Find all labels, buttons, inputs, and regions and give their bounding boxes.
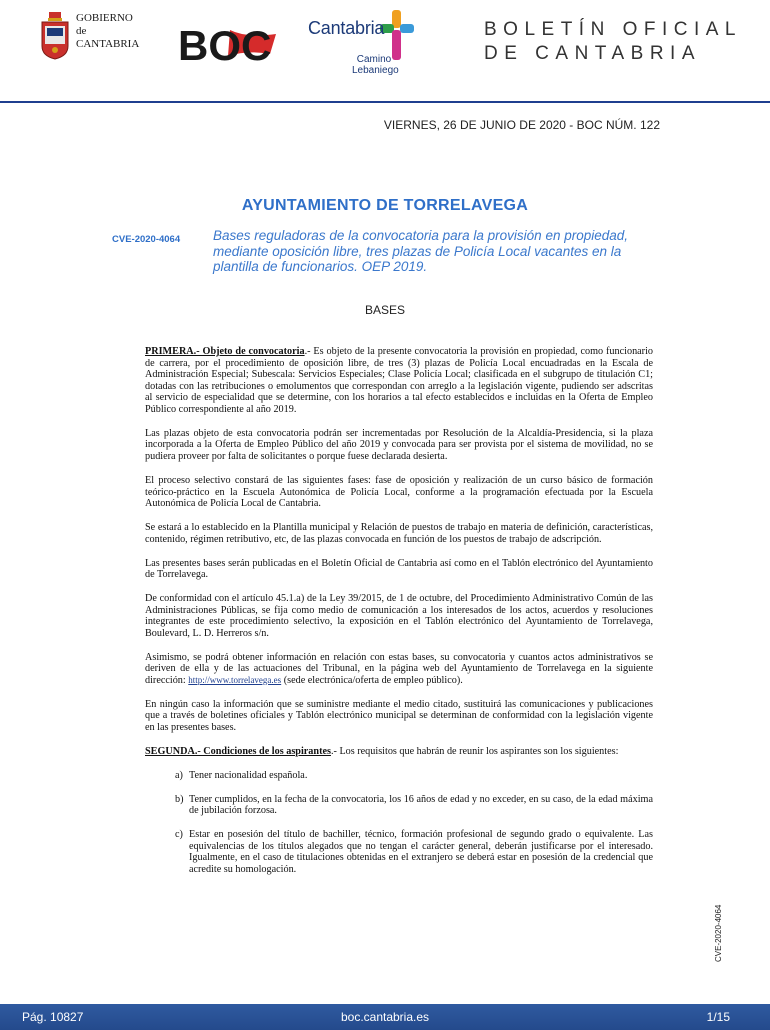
camino-line-1: Camino: [356, 54, 392, 65]
document-body: [145, 346, 653, 888]
list-item: [145, 794, 653, 817]
gobierno-line-3: CANTABRIA: [76, 38, 140, 50]
list-item-text: Tener cumplidos, en la fecha de la convocatoria, los 16 años de edad y no exceder, en su caso, de la edad máxima de jubilación forzosa.: [189, 793, 653, 817]
list-marker: a): [175, 769, 183, 781]
requirements-list: [145, 770, 653, 876]
paragraph-4: Se estará a lo establecido en la Plantilla municipal y Relación de puestos de trabajo en materia de definición, características, contenido, régimen retributivo, etc, de las plazas convocada en función de los puestos de trabajo de adscripción.: [145, 522, 653, 545]
paragraph-segunda: [145, 746, 653, 758]
torrelavega-link[interactable]: http://www.torrelavega.es: [188, 674, 282, 685]
footer-page-count: 1/15: [706, 1010, 730, 1024]
list-item: [145, 770, 653, 782]
segunda-text: .- Los requisitos que habrán de reunir los aspirantes son los siguientes:: [330, 745, 619, 757]
camino-line-2: Lebaniego: [352, 65, 399, 76]
boc-logo-text: BOC: [178, 22, 272, 68]
paragraph-8: En ningún caso la información que se suministre mediante el medio citado, sustituirá las comunicaciones y publicaciones que a través de boletines oficiales y Tablón electrónico municipal se determinan de conformidad con la legislación vigente en las presentes bases.: [145, 698, 653, 733]
paragraph-7-tail: (sede electrónica/oferta de empleo público).: [281, 674, 463, 686]
list-marker: c): [175, 829, 183, 841]
coat-of-arms-icon: [40, 12, 70, 60]
paragraph-7-text: Asimismo, se podrá obtener información en relación con estas bases, su convocatoria y cuantos actos administrativos se deriven de ella y de las actuaciones del Tribunal, en la página web del Ayuntamiento de Torrelavega en la siguiente dirección:: [145, 651, 653, 686]
list-marker: b): [175, 793, 184, 805]
document-summary: Bases reguladoras de la convocatoria para la provisión en propiedad, mediante oposición libre, tres plazas de Policía Local vacantes en la plantilla de funcionarios. OEP 2019.: [213, 228, 629, 274]
gobierno-line-2: de: [76, 25, 87, 37]
list-item: [145, 829, 653, 875]
boletin-title: [484, 18, 742, 66]
primera-heading: PRIMERA.- Objeto de convocatoria: [145, 346, 305, 357]
paragraph-3: El proceso selectivo constará de las siguientes fases: fase de oposición y realización de un curso básico de formación teórico-práctico en la Escuela Autonómica de Policía Local, conforme a la programación efectuada por la Escuela Autonómica de Policía Local de Cantabria.: [145, 474, 653, 510]
gobierno-text: [76, 12, 139, 51]
segunda-heading: SEGUNDA.- Condiciones de los aspirantes: [145, 745, 331, 757]
footer-site: boc.cantabria.es: [340, 1010, 430, 1024]
cantabria-camino-logo: [308, 10, 418, 90]
header-rule: [0, 101, 770, 103]
paragraph-primera: [145, 346, 653, 416]
camino-lebaniego-text: [352, 54, 399, 76]
side-cve-code: CVE-2020-4064: [714, 904, 723, 962]
primera-text: .- Es objeto de la presente convocatoria la provisión en propiedad, como funcionario de carrera, por el procedimiento de oposición libre, de tres (3) plazas de Policía Local encuadradas en la Escala de Administración Especial; Subescala: Servicios Especiales; Clase Policía Local; clasificada en el subgrupo de titulación C1; dotadas con las retribuciones o emolumentos que correspondan con arreglo a la legislación vigente, pudiendo ser adscritas al servicio de especialidad que se determine, con los horarios a tal efecto establecidos e incluidas en la Oferta de Empleo Público correspondiente al año 2019.: [145, 346, 653, 415]
paragraph-7: [145, 652, 653, 687]
page-header: [0, 0, 770, 100]
paragraph-6: De conformidad con el artículo 45.1.a) de la Ley 39/2015, de 1 de octubre, del Procedimiento Administrativo Común de las Administraciones Públicas, se fija como medio de comunicación a los interesados de los actos, acuerdos y resoluciones integrantes de este procedimiento selectivo, la exposición en el Tablón electrónico del Ayuntamiento de Torrelavega, Boulevard, L. D. Herreros s/n.: [145, 592, 653, 639]
organization-title: AYUNTAMIENTO DE TORRELAVEGA: [241, 197, 529, 214]
gobierno-logo: [40, 12, 139, 60]
boc-logo: [178, 20, 282, 68]
list-item-text: Estar en posesión del título de bachiller, técnico, formación profesional de segundo grado o equivalente. Las equivalencias de los títulos alegados que no tengan el carácter general, deberán justificarse por el interesado. Igualmente, en el caso de titulaciones obtenidas en el extranjero se deberá estar en posesión de la credencial que acredite su homologación.: [189, 829, 653, 875]
gobierno-line-1: GOBIERNO: [76, 12, 133, 24]
paragraph-5: Las presentes bases serán publicadas en el Boletín Oficial de Cantabria así como en el Tablón electrónico del Ayuntamiento de Torrelavega.: [145, 557, 653, 581]
cantabria-wordmark: Cantabria: [308, 18, 385, 38]
list-item-text: Tener nacionalidad española.: [189, 769, 308, 781]
cve-code: CVE-2020-4064: [112, 234, 181, 245]
page-footer: [0, 1004, 770, 1030]
boletin-line-1: BOLETÍN OFICIAL: [484, 19, 742, 40]
paragraph-2: Las plazas objeto de esta convocatoria podrán ser incrementadas por Resolución de la Alcaldía-Presidencia, si la plaza incorporada a la Oferta de Empleo Público del año 2019 y convocada para ser provista por el sistema de movilidad, no se pudiera proveer por falta de solicitantes o porque fuese declarada desierta.: [145, 427, 653, 463]
footer-page-number: Pág. 10827: [22, 1010, 84, 1024]
section-title: BASES: [364, 303, 406, 317]
issue-date-line: VIERNES, 26 DE JUNIO DE 2020 - BOC NÚM. 122: [383, 118, 660, 132]
boletin-line-2: DE CANTABRIA: [484, 43, 702, 64]
